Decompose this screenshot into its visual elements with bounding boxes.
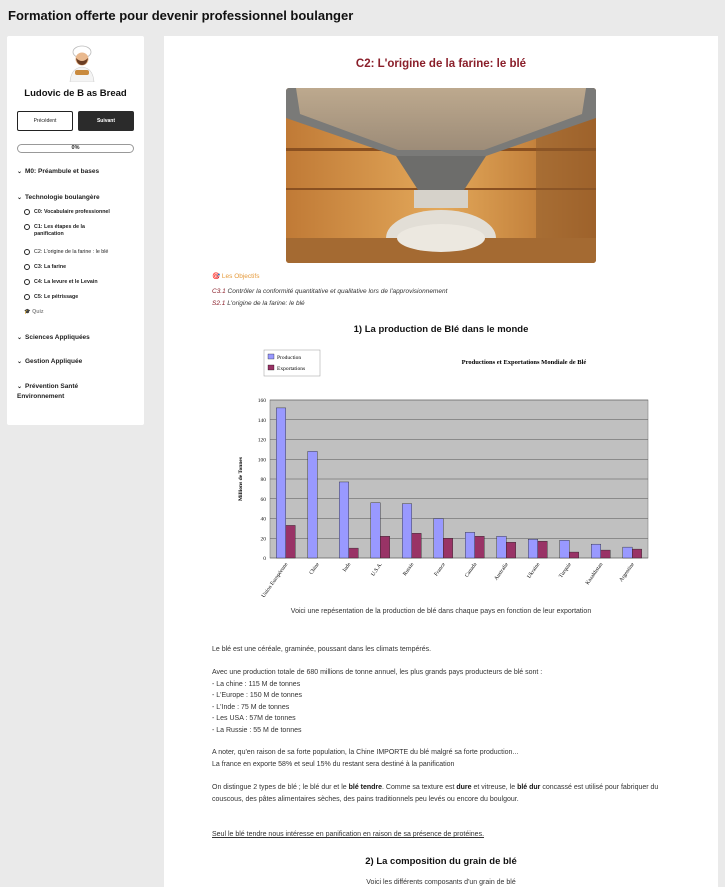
- list-item: - La Russie : 55 M de tonnes: [212, 726, 302, 734]
- bar-exportations: [569, 552, 578, 558]
- paragraph-intro: Le blé est une céréale, graminée, poussant dans les climats tempérés.: [212, 646, 432, 653]
- bar-exportations: [538, 541, 547, 558]
- nav-section-technologie[interactable]: ⌄ Technologie boulangère: [17, 194, 100, 201]
- chevron-down-icon: ⌄: [17, 169, 23, 175]
- x-tick-label: Ukraine: [526, 561, 542, 580]
- legend-label: Exportations: [277, 366, 306, 372]
- x-tick-label: U.S.A.: [370, 561, 384, 578]
- x-tick-label: Russie: [402, 561, 416, 578]
- lesson-content: [164, 36, 718, 887]
- y-tick-label: 140: [257, 417, 266, 424]
- lesson-item-c1[interactable]: C1: Les étapes de la panification: [24, 224, 114, 238]
- flour-mill-photo: [286, 88, 596, 263]
- bar-production: [465, 532, 474, 558]
- author-avatar: [65, 44, 99, 82]
- objective-s21: S2.1 L'origine de la farine: le blé: [212, 300, 305, 307]
- paragraph-tendre: Seul le blé tendre nous intéresse en panification en raison de sa présence de protéines.: [212, 831, 485, 838]
- paragraph-china: A noter, qu'en raison de sa forte population, la Chine IMPORTE du blé malgré sa forte production... La france en exporte 58% et seul 15% du restant sera destiné à la panification: [212, 749, 519, 768]
- bar-production: [497, 536, 506, 558]
- bar-production: [308, 451, 317, 558]
- y-tick-label: 100: [257, 457, 266, 464]
- x-tick-label: Inde: [341, 561, 353, 574]
- radio-circle-icon: [24, 294, 30, 300]
- x-tick-label: Turquie: [558, 561, 573, 580]
- chevron-down-icon: ⌄: [17, 384, 23, 390]
- bar-exportations: [380, 536, 389, 558]
- bar-exportations: [475, 536, 484, 558]
- x-tick-label: Union Européenne: [260, 561, 290, 600]
- chart-caption: Voici une repésentation de la production de blé dans chaque pays en fonction de leur exportation: [290, 608, 592, 615]
- objectives-heading: 🎯 Les Objectifs: [212, 273, 260, 280]
- quiz-item[interactable]: 🎓 Quiz: [24, 309, 44, 315]
- bar-production: [591, 544, 600, 558]
- y-tick-label: 40: [260, 516, 266, 523]
- legend-swatch: [268, 365, 274, 370]
- x-tick-label: Chine: [308, 561, 321, 576]
- list-item: - L'Inde : 75 M de tonnes: [212, 703, 290, 711]
- bar-exportations: [412, 533, 421, 558]
- previous-button[interactable]: Précédent: [17, 111, 73, 131]
- x-tick-label: Kazakhstan: [584, 561, 605, 587]
- bar-production: [528, 539, 537, 558]
- objective-c31: C3.1 Contrôler la conformité quantitative et qualitative lors de l'approvisionnement: [212, 288, 448, 295]
- y-axis-label: Millions de Tonnes: [238, 456, 244, 502]
- radio-circle-icon: [24, 224, 30, 230]
- wheat-production-chart: [234, 348, 654, 610]
- bar-exportations: [601, 550, 610, 558]
- page-title: Formation offerte pour devenir professionnel boulanger: [8, 8, 354, 23]
- y-tick-label: 120: [257, 437, 266, 444]
- chart-title: Productions et Exportations Mondiale de Blé: [461, 359, 587, 366]
- bar-exportations: [286, 525, 295, 558]
- chart-svg: [234, 348, 654, 610]
- bar-production: [434, 519, 443, 559]
- nav-section-sciences[interactable]: ⌄ Sciences Appliquées: [17, 334, 90, 341]
- bar-production: [339, 482, 348, 558]
- lesson-title: C2: L'origine de la farine: le blé: [355, 58, 527, 70]
- bar-exportations: [506, 542, 515, 558]
- bar-exportations: [443, 538, 452, 558]
- radio-circle-icon: [24, 279, 30, 285]
- x-tick-label: Argentine: [618, 561, 636, 584]
- next-button[interactable]: Suivant: [78, 111, 134, 131]
- legend-label: Production: [277, 355, 302, 361]
- list-item: - Les USA : 57M de tonnes: [212, 715, 296, 722]
- x-tick-label: Australie: [493, 561, 510, 582]
- list-item: - L'Europe : 150 M de tonnes: [212, 692, 303, 699]
- lesson-item-c4[interactable]: C4: La levure et le Levain: [24, 279, 142, 286]
- section-heading-composition: 2) La composition du grain de blé: [365, 856, 517, 867]
- bar-exportations: [632, 549, 641, 558]
- bar-production: [402, 504, 411, 558]
- y-tick-label: 60: [260, 496, 266, 503]
- lesson-item-c0[interactable]: C0: Vocabulaire professionnel: [24, 209, 142, 216]
- graduation-cap-icon: 🎓: [24, 309, 31, 315]
- bar-production: [623, 547, 632, 558]
- radio-circle-icon: [24, 249, 30, 255]
- target-icon: 🎯: [212, 273, 221, 280]
- lesson-item-c5[interactable]: C5: Le pétrissage: [24, 294, 142, 301]
- legend-swatch: [268, 354, 274, 359]
- paragraph-production: Avec une production totale de 680 millions de tonne annuel, les plus grands pays producteurs de blé sont : - La chine : 115 M de tonnes - L'Europe : 150 M de tonnes - L'Inde : 75 M de tonnes - Les USA : 57M de tonnes - La Russie : 55 M de tonnes: [212, 667, 672, 736]
- y-tick-label: 160: [257, 398, 266, 404]
- lesson-item-c3[interactable]: C3: La farine: [24, 264, 142, 271]
- lesson-item-c2[interactable]: C2: L'origine de la farine : le blé: [24, 249, 142, 256]
- x-tick-label: France: [433, 561, 447, 578]
- chevron-down-icon: ⌄: [17, 359, 23, 365]
- list-item: - La chine : 115 M de tonnes: [212, 680, 301, 688]
- radio-circle-icon: [24, 264, 30, 270]
- bar-production: [560, 540, 569, 558]
- bar-production: [276, 408, 285, 558]
- x-tick-label: Canada: [464, 561, 479, 579]
- nav-section-m0[interactable]: ⌄ M0: Préambule et bases: [17, 168, 100, 175]
- section-heading-production: 1) La production de Blé dans le monde: [353, 324, 529, 335]
- nav-section-prevention[interactable]: ⌄ Prévention Santé Environnement: [17, 383, 79, 400]
- y-tick-label: 0: [263, 556, 266, 562]
- radio-circle-icon: [24, 209, 30, 215]
- bar-production: [371, 503, 380, 558]
- y-tick-label: 20: [260, 536, 266, 543]
- chevron-down-icon: ⌄: [17, 335, 23, 341]
- paragraph-composition: Voici les différents composants d'un grain de blé: [366, 879, 516, 886]
- y-tick-label: 80: [260, 477, 266, 483]
- author-name: Ludovic de B as Bread: [24, 88, 127, 99]
- nav-section-gestion[interactable]: ⌄ Gestion Appliquée: [17, 358, 83, 365]
- chevron-down-icon: ⌄: [17, 195, 23, 201]
- course-sidebar: [7, 36, 144, 425]
- bar-exportations: [349, 548, 358, 558]
- paragraph-types: On distingue 2 types de blé ; le blé dur et le blé tendre. Comme sa texture est dure et vitreuse, le blé dur concassé est utilisé pour fabriquer du couscous, des pâtes alimentaires sèches, des pains traditionnels peu levés ou encore du boulgour.: [212, 784, 659, 803]
- progress-bar: 0%: [17, 144, 134, 153]
